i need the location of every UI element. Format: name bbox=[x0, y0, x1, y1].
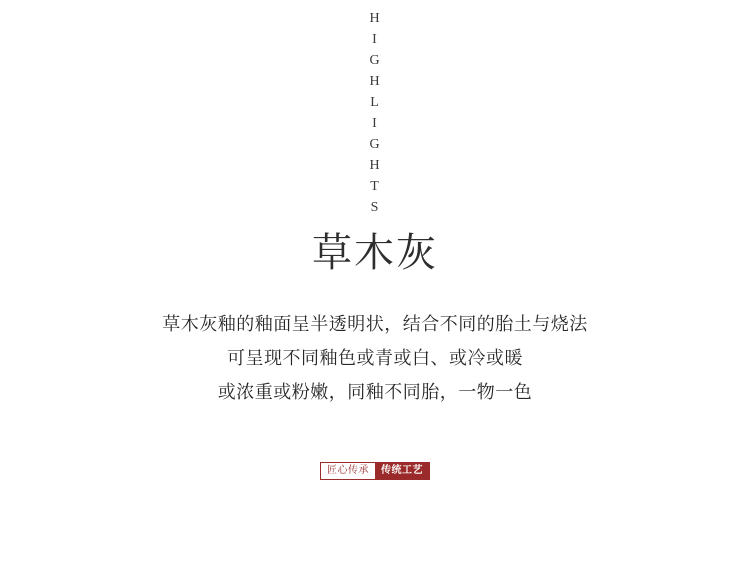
description-line: 或浓重或粉嫩，同釉不同胎，一物一色 bbox=[217, 382, 533, 403]
vertical-heading-letter: S bbox=[370, 200, 380, 215]
vertical-heading-letter: I bbox=[372, 116, 378, 131]
vertical-heading-letter: I bbox=[372, 32, 378, 47]
craftsmanship-badge bbox=[320, 462, 430, 480]
description-line: 可呈现不同釉色或青或白、或冷或暖 bbox=[227, 348, 523, 369]
badge-container bbox=[0, 462, 750, 480]
description-line: 草木灰釉的釉面呈半透明状，结合不同的胎土与烧法 bbox=[162, 314, 588, 335]
vertical-heading-letter: H bbox=[369, 158, 381, 173]
vertical-heading-letter: G bbox=[369, 137, 381, 152]
description-paragraph bbox=[0, 308, 750, 410]
badge-left-label: 匠心传承 bbox=[321, 463, 375, 479]
page-title: 草木灰 bbox=[312, 230, 438, 276]
vertical-heading-letter: T bbox=[370, 179, 380, 194]
vertical-heading-letter: H bbox=[369, 11, 381, 26]
badge-right-label: 传统工艺 bbox=[375, 463, 429, 479]
vertical-heading-highlights bbox=[0, 8, 750, 218]
vertical-heading-letter: L bbox=[370, 95, 380, 110]
vertical-heading-letter: H bbox=[369, 74, 381, 89]
vertical-heading-letter: G bbox=[369, 53, 381, 68]
